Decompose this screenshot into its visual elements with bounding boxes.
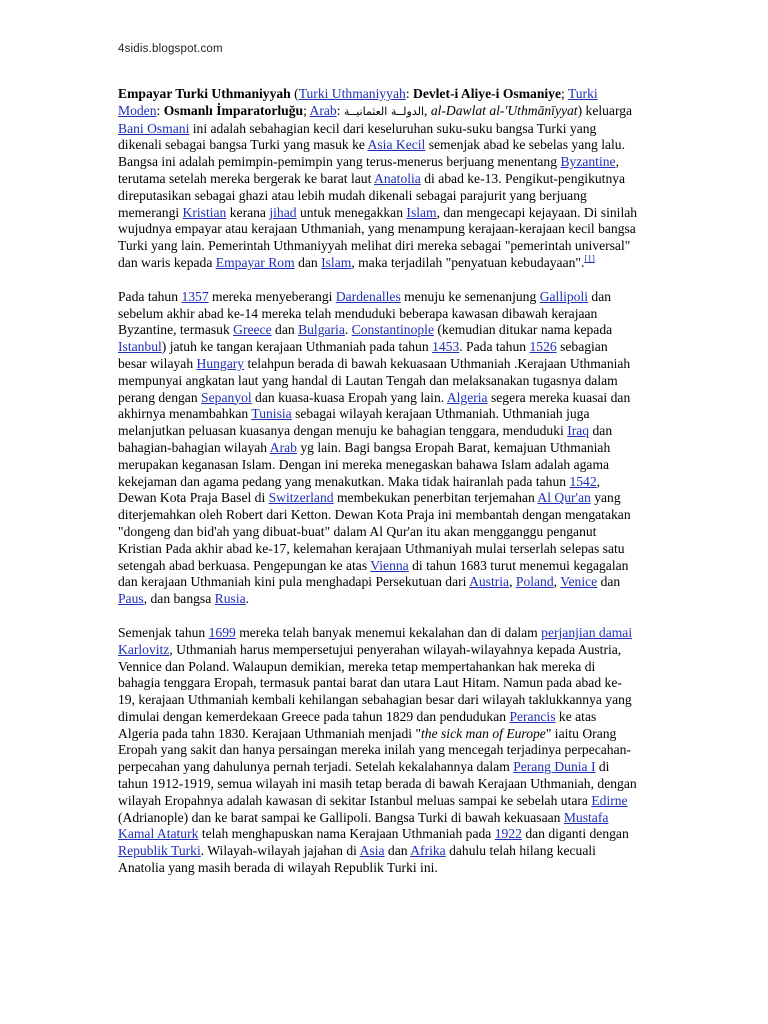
link-poland[interactable]: Poland: [515, 574, 554, 590]
link-greece[interactable]: Greece: [233, 322, 272, 338]
link-rusia[interactable]: Rusia: [214, 591, 246, 607]
link-perancis[interactable]: Perancis: [509, 708, 556, 724]
arabic-name: الدولــة العثمانيــة: [343, 104, 425, 118]
link-sepanyol[interactable]: Sepanyol: [201, 389, 252, 405]
link-empayar-rom[interactable]: Empayar Rom: [215, 254, 295, 270]
article-body: [118, 86, 638, 894]
link-bulgaria[interactable]: Bulgaria: [298, 322, 345, 338]
link-gallipoli[interactable]: Gallipoli: [539, 288, 589, 304]
link-vienna[interactable]: Vienna: [370, 557, 409, 573]
link-perjanjian-damai-karlovitz[interactable]: perjanjian damai Karlovitz: [118, 624, 633, 657]
link-islam-2[interactable]: Islam: [321, 254, 352, 270]
source-url: 4sidis.blogspot.com: [118, 43, 223, 55]
link-paus[interactable]: Paus: [118, 591, 144, 607]
modern-turkish-name: Osmanlı İmparatorluğu: [163, 102, 304, 118]
link-islam[interactable]: Islam: [406, 204, 437, 220]
link-1526[interactable]: 1526: [529, 339, 557, 355]
ottoman-name: Devlet-i Aliye-i Osmaniye: [413, 86, 561, 101]
link-al-quran[interactable]: Al Qur'an: [537, 490, 591, 506]
link-arab-2[interactable]: Arab: [269, 439, 297, 455]
link-switzerland[interactable]: Switzerland: [268, 490, 334, 506]
link-asia[interactable]: Asia: [359, 843, 385, 859]
link-1357[interactable]: 1357: [181, 288, 209, 304]
link-asia-kecil[interactable]: Asia Kecil: [367, 137, 426, 153]
sick-man-quote: the sick man of Europe: [421, 725, 546, 741]
link-constantinople[interactable]: Constantinople: [351, 322, 434, 338]
link-jihad[interactable]: jihad: [269, 204, 297, 220]
link-iraq[interactable]: Iraq: [567, 423, 590, 439]
link-tunisia[interactable]: Tunisia: [251, 406, 292, 422]
link-1542[interactable]: 1542: [569, 473, 597, 489]
link-1699[interactable]: 1699: [208, 624, 236, 640]
link-austria[interactable]: Austria: [469, 574, 510, 590]
link-anatolia[interactable]: Anatolia: [374, 170, 421, 186]
paragraph-1: Empayar Turki Uthmaniyyah (Turki Uthmaniyyah: Devlet-i Aliye-i Osmaniye; Turki Moden: Osmanlı İmparatorluğu; Arab: الدولــة العثمانيــة, al-Dawlat al-'Uthmānīyyat) keluarga Bani Osmani ini adalah sebahagian kecil dari keseluruhan suku-suku bangsa Turki yang dikenali sebagai bangsa Turki yang masuk ke Asia Kecil semenjak abad ke sebelas yang lalu. Bangsa ini adalah pemimpin-pemimpin yang terus-menerus berjuang menentang Byzantine, terutama setelah mereka bergerak ke barat laut Anatolia di abad ke-13. Pengikut-pengikutnya direputasikan sebagai ghazi atau lebih mudah dikenali sebagai parajurit yang berjuang memerangi Kristian kerana jihad untuk menegakkan Islam, dan mengecapi kejayaan. Di sinilah wujudnya empayar atau kerajaan Uthmaniah, yang menampung kerajaan-kerajaan kecil bangsa Turki yang lain. Pemerintah Uthmaniyyah melihat diri mereka sebagai "pemerintah universal" dan waris kepada Empayar Rom dan Islam, maka terjadilah "penyatuan kebudayaan".[1]: [118, 86, 638, 270]
link-republik-turki[interactable]: Republik Turki: [118, 843, 201, 859]
link-venice[interactable]: Venice: [560, 574, 598, 590]
paragraph-2: Pada tahun 1357 mereka menyeberangi Dardenalles menuju ke semenanjung Gallipoli dan sebelum akhir abad ke-14 mereka telah menduduki beberapa kawasan dibawah kerajaan Byzantine, termasuk Greece dan Bulgaria. Constantinople (kemudian ditukar nama kepada Istanbul) jatuh ke tangan kerajaan Uthmaniah pada tahun 1453. Pada tahun 1526 sebagian besar wilayah Hungary telahpun berada di bawah kekuasaan Uthmaniah .Kerajaan Uthmaniah mempunyai angkatan laut yang handal di Lautan Tengah dan melaksanakan tugasnya dalam perang dengan Sepanyol dan kuasa-kuasa Eropah yang lain. Algeria segera mereka kuasai dan akhirnya menambahkan Tunisia sebagai wilayah kerajaan Uthmaniah. Uthmaniah juga melanjutkan peluasan kuasanya dengan menuju ke bahagian tenggara, menduduki Iraq dan bahagian-bahagian wilayah Arab yg lain. Bagi bangsa Eropah Barat, kemajuan Uthmaniah merupakan keganasan Islam. Dengan ini mereka menegaskan bahawa Islam adalah agama kekejaman dan agama pedang yang menakutkan. Maka tidak hairanlah pada tahun 1542, Dewan Kota Praja Basel di Switzerland membekukan penerbitan terjemahan Al Qur'an yang diterjemahkan oleh Robert dari Ketton. Dewan Kota Praja ini membantah dengan mengatakan "dongeng dan bid'ah yang dibuat-buat" dalam Al Qur'an itu akan mengganggu penganut Kristian Pada akhir abad ke-17, kelemahan kerajaan Uthmaniyah mulai terserlah selepas satu setengah abad berkuasa. Pengepungan ke atas Vienna di tahun 1683 turut menemui kegagalan dan kerajaan Uthmaniah kini pula menghadapi Persekutuan dari Austria, Poland, Venice dan Paus, dan bangsa Rusia.: [118, 288, 631, 607]
link-kristian[interactable]: Kristian: [182, 204, 227, 220]
link-bani-osmani[interactable]: Bani Osmani: [118, 120, 190, 136]
article-title: Empayar Turki Uthmaniyyah: [118, 86, 291, 101]
link-istanbul[interactable]: Istanbul: [118, 339, 162, 355]
link-hungary[interactable]: Hungary: [196, 355, 245, 371]
link-1453[interactable]: 1453: [432, 339, 460, 355]
link-turki-moden[interactable]: Turki Moden: [118, 86, 598, 118]
link-byzantine[interactable]: Byzantine: [560, 154, 616, 170]
link-edirne[interactable]: Edirne: [591, 792, 628, 808]
link-arab[interactable]: Arab: [309, 102, 337, 118]
link-afrika[interactable]: Afrika: [410, 843, 446, 859]
link-algeria[interactable]: Algeria: [446, 389, 488, 405]
link-mustafa-kamal-ataturk[interactable]: Mustafa Kamal Ataturk: [118, 809, 609, 842]
transliteration: al-Dawlat al-'Uthmānīyyat: [430, 102, 578, 118]
link-perang-dunia-i[interactable]: Perang Dunia I: [513, 759, 596, 775]
link-turki-uthmaniyyah[interactable]: Turki Uthmaniyyah: [298, 86, 406, 101]
footnote-ref-1[interactable]: [1]: [584, 253, 595, 264]
link-dardenalles[interactable]: Dardenalles: [335, 288, 401, 304]
link-1922[interactable]: 1922: [494, 826, 522, 842]
paragraph-3: Semenjak tahun 1699 mereka telah banyak menemui kekalahan dan di dalam perjanjian damai Karlovitz, Uthmaniah harus mempersetujui penyerahan wilayah-wilayahnya kepada Austria, Vennice dan Poland. Walaupun demikian, mereka tetap mempertahankan hak mereka di bahagia tenggara Eropah, termasuk pantai barat dan utara Laut Hitam. Namun pada abad ke-19, kerajaan Uthmaniah kembali kehilangan sebahagian besar dari wilayah taklukkannya yang dimulai dengan kemerdekaan Greece pada tahun 1829 dan pendudukan Perancis ke atas Algeria pada tahn 1830. Kerajaan Uthmaniah menjadi "the sick man of Europe" iaitu Orang Eropah yang sakit dan hanya persaingan mereka inilah yang mencegah terjadinya perpecahan-perpecahan yang dahulunya pernah terjadi. Setelah kekalahannya dalam Perang Dunia I di tahun 1912-1919, semua wilayah ini masih tetap berada di bawah Kerajaan Uthmaniah, dengan wilayah Eropahnya adalah kawasan di sekitar Istanbul meluas sampai ke sebelah utara Edirne (Adrianople) dan ke barat sampai ke Gallipoli. Bangsa Turki di bawah kekuasaan Mustafa Kamal Ataturk telah menghapuskan nama Kerajaan Uthmaniah pada 1922 dan diganti dengan Republik Turki. Wilayah-wilayah jajahan di Asia dan Afrika dahulu telah hilang kecuali Anatolia yang masih berada di wilayah Republik Turki ini.: [118, 624, 637, 876]
